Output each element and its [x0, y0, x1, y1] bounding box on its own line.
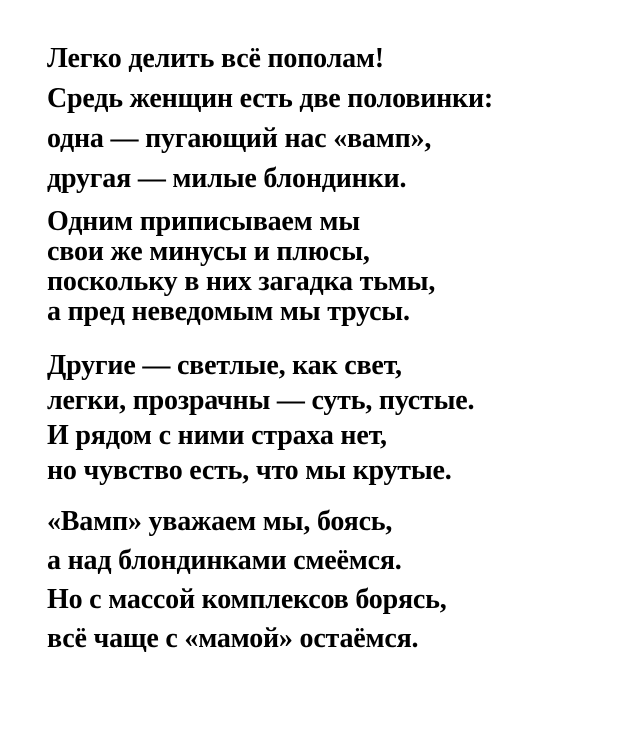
poem-line: И рядом с ними страха нет, [47, 420, 387, 451]
poem-line: а пред неведомым мы трусы. [47, 296, 410, 327]
poem-text [47, 39, 632, 658]
poem-line: Легко делить всё пополам! [47, 43, 384, 74]
poem-line: Но с массой комплексов борясь, [47, 584, 447, 615]
poem-line: а над блондинками смеёмся. [47, 545, 402, 576]
poem-line: но чувство есть, что мы крутые. [47, 455, 452, 486]
stanza-2 [47, 207, 632, 327]
stanza-4 [47, 502, 632, 658]
poem-line: Другие — светлые, как свет, [47, 350, 402, 381]
poem-line: одна — пугающий нас «вамп», [47, 123, 432, 154]
stanza-1 [47, 39, 632, 199]
poem-line: «Вамп» уважаем мы, боясь, [47, 506, 393, 537]
poem-line: всё чаще с «мамой» остаёмся. [47, 623, 419, 654]
poem-line: Средь женщин есть две половинки: [47, 83, 494, 114]
poem-line: другая — милые блондинки. [47, 163, 407, 194]
poem-line: свои же минусы и плюсы, [47, 236, 370, 267]
poem-line: поскольку в них загадка тьмы, [47, 266, 436, 297]
stanza-3 [47, 348, 632, 488]
poem-line: легки, прозрачны — суть, пустые. [47, 385, 475, 416]
poem-line: Одним приписываем мы [47, 206, 360, 237]
